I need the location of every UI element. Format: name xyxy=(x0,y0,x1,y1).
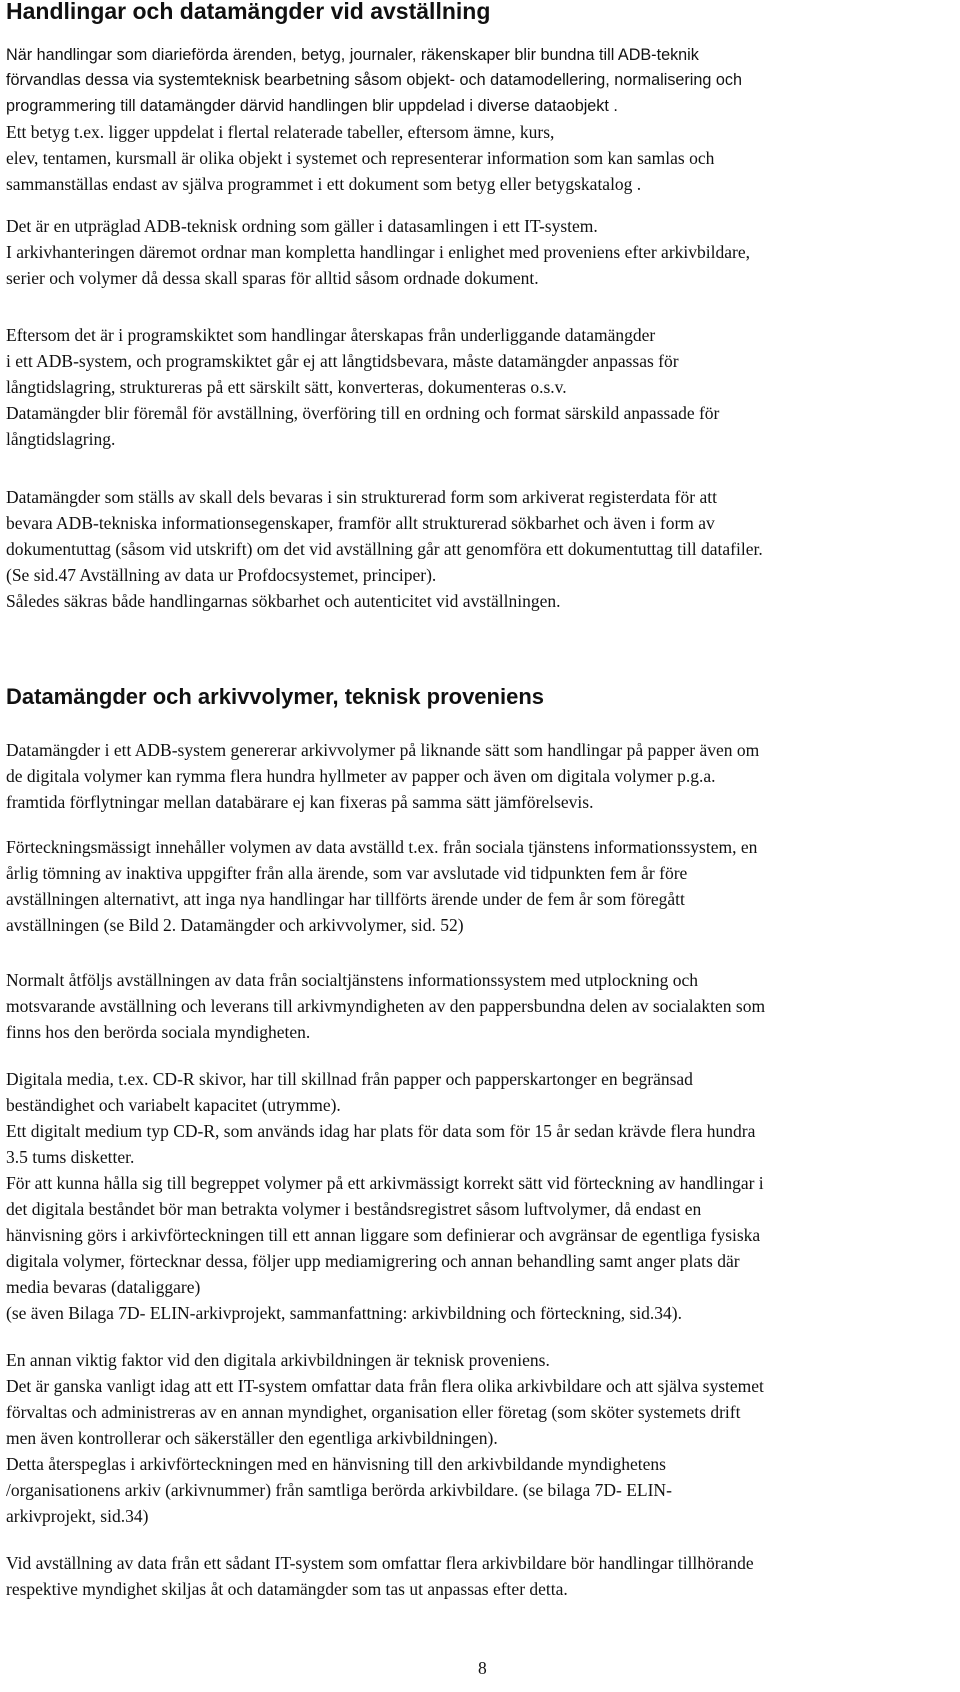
text-line: avställningen (se Bild 2. Datamängder och arkivvolymer, sid. 52) xyxy=(6,915,464,935)
text-line: serier och volymer då dessa skall sparas för alltid såsom ordnade dokument. xyxy=(6,268,539,288)
text-line: långtidslagring, struktureras på ett särskilt sätt, konverteras, dokumenteras o.s.v. xyxy=(6,377,567,397)
text-line: hänvisning görs i arkivförteckningen till ett annan liggare som definierar och avgränsar de egentliga fysiska xyxy=(6,1225,761,1245)
text-line: En annan viktig faktor vid den digitala arkivbildningen är teknisk proveniens. xyxy=(6,1350,550,1370)
text-line: (se även Bilaga 7D- ELIN-arkivprojekt, sammanfattning: arkivbildning och förteckning, sid.34). xyxy=(6,1303,682,1323)
text-line: avställningen alternativt, att inga nya handlingar har tillförts ärende under de fem år som föregått xyxy=(6,889,685,909)
text-line: Detta återspeglas i arkivförteckningen med en hänvisning till den arkivbildande myndighetens xyxy=(6,1454,666,1474)
text-line: 3.5 tums disketter. xyxy=(6,1147,135,1167)
text-line: Således säkras både handlingarnas sökbarhet och autenticitet vid avställningen. xyxy=(6,591,561,611)
text-line: det digitala beståndet bör man betrakta volymer i beståndsregistret såsom luftvolymer, då endast en xyxy=(6,1199,702,1219)
text-line: programmering till datamängder därvid handlingen blir uppdelad i diverse dataobjekt . xyxy=(6,97,618,115)
text-line: dokumentuttag (såsom vid utskrift) om det vid avställning går att genomföra ett dokumentuttag till datafiler. xyxy=(6,539,763,559)
text-line: arkivprojekt, sid.34) xyxy=(6,1506,149,1526)
text-line: Normalt åtföljs avställningen av data från socialtjänstens informationssystem med utplockning och xyxy=(6,970,699,990)
text-line: sammanställas endast av själva programmet i ett dokument som betyg eller betygskatalog . xyxy=(6,174,642,194)
text-line: men även kontrollerar och säkerställer den egentliga arkivbildningen). xyxy=(6,1428,498,1448)
text-line: de digitala volymer kan rymma flera hundra hyllmeter av papper och även om digitala volymer p.g.a. xyxy=(6,766,716,786)
text-line: långtidslagring. xyxy=(6,429,116,449)
section-heading-datamangder: Datamängder och arkivvolymer, teknisk proveniens xyxy=(6,684,545,709)
text-line: förvandlas dessa via systemteknisk bearbetning såsom objekt- och datamodellering, normalisering och xyxy=(6,71,743,89)
text-line: Ett betyg t.ex. ligger uppdelat i flertal relaterade tabeller, eftersom ämne, kurs, xyxy=(6,122,555,142)
text-line: elev, tentamen, kursmall är olika objekt i systemet och representerar information som kan samlas och xyxy=(6,148,715,168)
text-line: Det är en utpräglad ADB-teknisk ordning som gäller i datasamlingen i ett IT-system. xyxy=(6,216,598,236)
text-line: respektive myndighet skiljas åt och datamängder som tas ut anpassas efter detta. xyxy=(6,1579,568,1599)
page-number: 8 xyxy=(478,1658,487,1678)
text-line: finns hos den berörda sociala myndigheten. xyxy=(6,1022,311,1042)
text-line: framtida förflytningar mellan databärare ej kan fixeras på samma sätt jämförelsevis. xyxy=(6,792,594,812)
text-line: förvaltas och administreras av en annan myndighet, organisation eller företag (som sköter systemets drift xyxy=(6,1402,741,1422)
text-line: Det är ganska vanligt idag att ett IT-system omfattar data från flera olika arkivbildare och att själva systemet xyxy=(6,1376,764,1396)
text-line: Datamängder i ett ADB-system genererar arkivvolymer på liknande sätt som handlingar på papper även om xyxy=(6,740,760,760)
text-line: bevara ADB-tekniska informationsegenskaper, framför allt strukturerad sökbarhet och även i form av xyxy=(6,513,715,533)
text-line: Förteckningsmässigt innehåller volymen av data avställd t.ex. från sociala tjänstens informationssystem, en xyxy=(6,837,758,857)
text-line: Vid avställning av data från ett sådant IT-system som omfattar flera arkivbildare bör handlingar tillhörande xyxy=(6,1553,754,1573)
text-line: beständighet och variabelt kapacitet (utrymme). xyxy=(6,1095,341,1115)
text-line: Digitala media, t.ex. CD-R skivor, har till skillnad från papper och papperskartonger en begränsad xyxy=(6,1069,693,1089)
text-line: I arkivhanteringen däremot ordnar man kompletta handlingar i enlighet med proveniens efter arkivbildare, xyxy=(6,242,750,262)
text-line: media bevaras (dataliggare) xyxy=(6,1277,201,1297)
text-line: motsvarande avställning och leverans till arkivmyndigheten av den pappersbundna delen av socialakten som xyxy=(6,996,766,1016)
text-line: /organisationens arkiv (arkivnummer) från samtliga berörda arkivbildare. (se bilaga 7D- ELIN- xyxy=(6,1480,672,1500)
text-line: När handlingar som diarieförda ärenden, betyg, journaler, räkenskaper blir bundna till ADB-teknik xyxy=(6,46,699,64)
text-line: För att kunna hålla sig till begreppet volymer på ett arkivmässigt korrekt sätt vid förteckning av handlingar i xyxy=(6,1173,764,1193)
text-line: årlig tömning av inaktiva uppgifter från alla ärende, som var avslutade vid tidpunkten fem år före xyxy=(6,863,688,883)
section-heading-handlingar: Handlingar och datamängder vid avställning xyxy=(6,0,491,24)
text-line: digitala volymer, förtecknar dessa, följer upp mediamigrering och annan behandling samt anger plats där xyxy=(6,1251,740,1271)
text-line: Ett digitalt medium typ CD-R, som används idag har plats för data som för 15 år sedan krävde flera hundra xyxy=(6,1121,756,1141)
text-line: i ett ADB-system, och programskiktet går ej att långtidsbevara, måste datamängder anpassas för xyxy=(6,351,679,371)
text-line: Datamängder som ställs av skall dels bevaras i sin strukturerad form som arkiverat registerdata för att xyxy=(6,487,717,507)
text-line: Eftersom det är i programskiktet som handlingar återskapas från underliggande datamängder xyxy=(6,325,656,345)
text-line: (Se sid.47 Avställning av data ur Profdocsystemet, principer). xyxy=(6,565,437,585)
text-line: Datamängder blir föremål för avställning, överföring till en ordning och format särskild anpassade för xyxy=(6,403,720,423)
